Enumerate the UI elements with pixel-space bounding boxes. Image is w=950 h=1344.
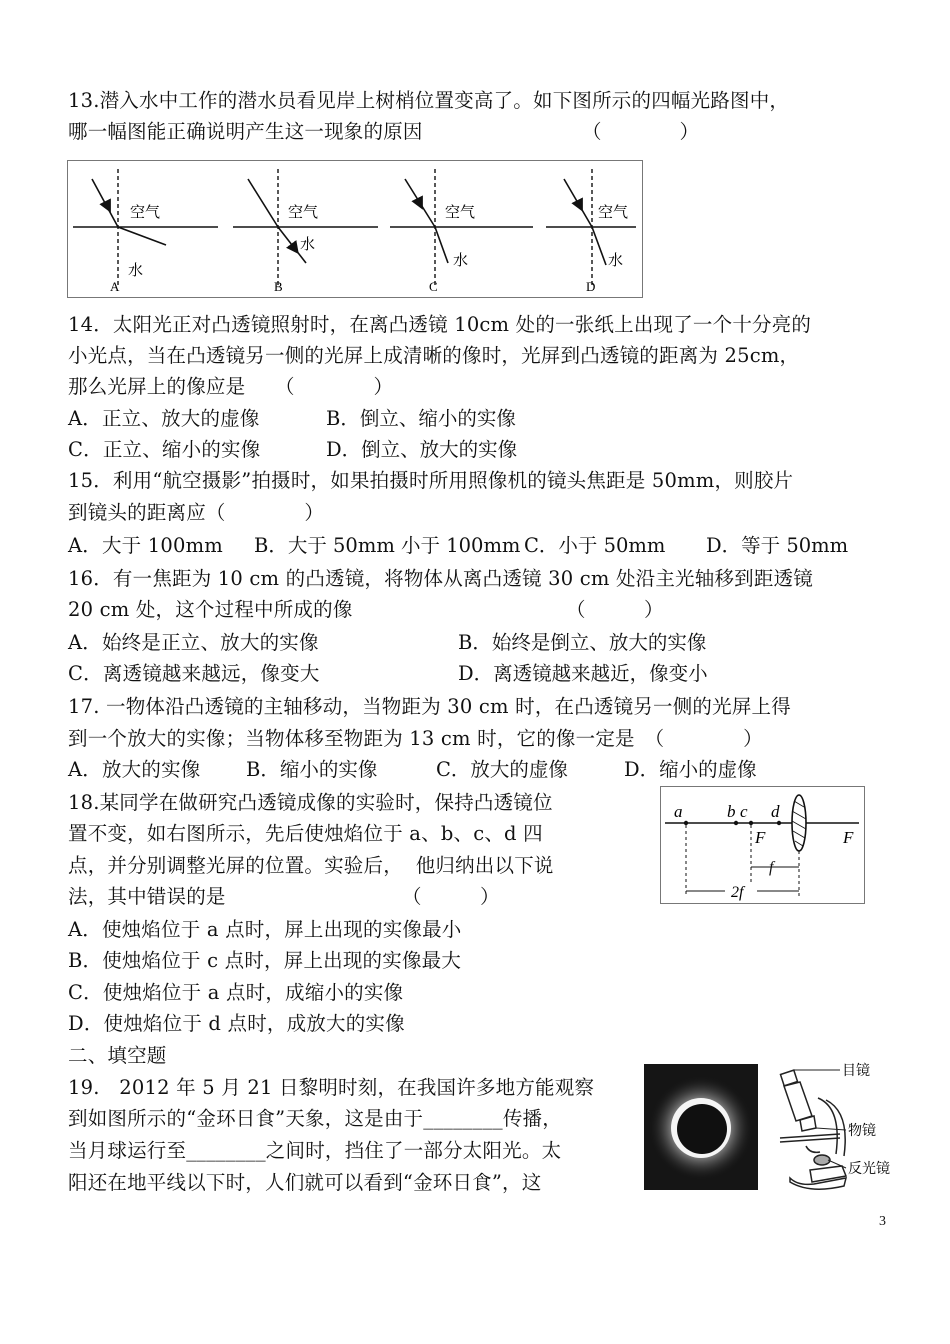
q19-line3: 当月球运行至________之间时，挡住了一部分太阳光。太: [68, 1139, 562, 1162]
diagram-c: [390, 169, 533, 294]
eyepiece-label: 目镜: [842, 1064, 870, 1079]
water-label-b: 水: [300, 237, 316, 253]
water-label-a: 水: [128, 263, 144, 279]
q19-line4: 阳还在地平线以下时，人们就可以看到“金环日食”，这: [68, 1171, 542, 1194]
q13-line2: 哪一幅图能正确说明产生这一现象的原因: [68, 120, 423, 143]
q13-refraction-figure: [67, 160, 643, 298]
q19-line1: 19. 2012 年 5 月 21 日黎明时刻，在我国许多地方能观察: [68, 1076, 595, 1099]
diagram-a: [73, 169, 218, 294]
q15-option-b: B．大于 50mm 小于 100mm: [254, 534, 521, 557]
annular-eclipse-photo: [644, 1064, 758, 1190]
q14-option-b: B．倒立、缩小的实像: [326, 407, 516, 430]
focus-left-label: F: [755, 828, 766, 847]
q13-answer-paren: （ ）: [582, 120, 700, 143]
q17-option-c: C．放大的虚像: [436, 758, 568, 781]
focus-right-label: F: [843, 828, 854, 847]
q18-option-d: D．使烛焰位于 d 点时，成放大的实像: [68, 1012, 405, 1035]
q14-option-a: A．正立、放大的虚像: [68, 407, 260, 430]
q18-option-b: B．使烛焰位于 c 点时，屏上出现的实像最大: [68, 949, 462, 972]
f-label: f: [769, 859, 774, 876]
point-d-label: d: [771, 802, 780, 821]
q17-option-d: D．缩小的虚像: [624, 758, 757, 781]
q14-option-d: D．倒立、放大的实像: [326, 438, 518, 461]
q17-option-a: A．放大的实像: [68, 758, 201, 781]
q16-option-b: B．始终是倒立、放大的实像: [458, 631, 707, 654]
q14-line2: 小光点，当在凸透镜另一侧的光屏上成清晰的像时，光屏到凸透镜的距离为 25cm，: [68, 344, 800, 367]
air-label-c: 空气: [445, 205, 476, 221]
q14-line1: 14．太阳光正对凸透镜照射时，在离凸透镜 10cm 处的一张纸上出现了一个十分亮的: [68, 313, 812, 336]
q16-option-d: D．离透镜越来越近，像变小: [458, 662, 708, 685]
water-label-c: 水: [453, 253, 469, 269]
q18-line2: 置不变，如右图所示，先后使烛焰位于 a、b、c、d 四: [68, 822, 543, 845]
q15-option-c: C．小于 50mm: [524, 534, 666, 557]
air-label-a: 空气: [130, 205, 161, 221]
q16-answer-paren: （ ）: [566, 598, 664, 621]
air-label-b: 空气: [288, 205, 319, 221]
point-c-label: c: [740, 802, 748, 821]
label-c: C: [429, 279, 438, 294]
q18-line4: 法，其中错误的是: [68, 885, 226, 908]
diagram-b: [233, 169, 378, 294]
q17-option-b: B．缩小的实像: [246, 758, 378, 781]
q14-line3: 那么光屏上的像应是 （ ）: [68, 375, 394, 398]
air-label-d: 空气: [598, 205, 629, 221]
q18-line1: 18.某同学在做研究凸透镜成像的实验时，保持凸透镜位: [68, 791, 553, 814]
label-d: D: [586, 279, 596, 294]
q17-line1: 17. 一物体沿凸透镜的主轴移动，当物距为 30 cm 时，在凸透镜另一侧的光屏上得: [68, 695, 791, 718]
q19-line2: 到如图所示的“金环日食”天象，这是由于________传播，: [68, 1107, 562, 1130]
q15-line2: 到镜头的距离应（ ）: [68, 501, 325, 524]
point-a-label: a: [674, 802, 683, 821]
q18-lens-figure: [660, 786, 865, 904]
q16-line1: 16．有一焦距为 10 cm 的凸透镜，将物体从离凸透镜 30 cm 处沿主光轴移到距透镜: [68, 567, 813, 590]
label-a: A: [110, 279, 120, 294]
label-b: B: [274, 279, 283, 294]
q16-line2: 20 cm 处，这个过程中所成的像: [68, 598, 353, 621]
q15-line1: 15．利用“航空摄影”拍摄时，如果拍摄时所用照像机的镜头焦距是 50mm，则胶片: [68, 469, 794, 492]
2f-label: 2f: [731, 884, 744, 901]
point-b-label: b: [727, 802, 736, 821]
mirror-label: 反光镜: [848, 1162, 890, 1177]
q18-option-a: A．使烛焰位于 a 点时，屏上出现的实像最小: [68, 918, 462, 941]
q16-option-a: A．始终是正立、放大的实像: [68, 631, 319, 654]
refraction-diagrams-svg: [68, 161, 642, 297]
objective-label: 物镜: [848, 1124, 876, 1139]
microscope-svg: [770, 1058, 910, 1198]
page-number: 3: [879, 1214, 886, 1229]
q14-option-c: C．正立、缩小的实像: [68, 438, 261, 461]
q18-answer-paren: （ ）: [402, 885, 500, 908]
q15-option-d: D．等于 50mm: [706, 534, 849, 557]
q18-option-c: C．使烛焰位于 a 点时，成缩小的实像: [68, 981, 404, 1004]
water-label-d: 水: [608, 253, 624, 269]
microscope-figure: [770, 1058, 910, 1198]
lens-diagram-svg: [661, 787, 864, 903]
diagram-d: [546, 169, 636, 294]
q18-line3: 点，并分别调整光屏的位置。实验后， 他归纳出以下说: [68, 854, 554, 877]
q17-line2: 到一个放大的实像；当物体移至物距为 13 cm 时，它的像一定是 （ ）: [68, 727, 763, 750]
q16-option-c: C．离透镜越来越远，像变大: [68, 662, 320, 685]
section-fill-in-heading: 二、填空题: [68, 1044, 167, 1067]
q15-option-a: A．大于 100mm: [68, 534, 223, 557]
q13-line1: 13.潜入水中工作的潜水员看见岸上树梢位置变高了。如下图所示的四幅光路图中，: [68, 89, 790, 112]
